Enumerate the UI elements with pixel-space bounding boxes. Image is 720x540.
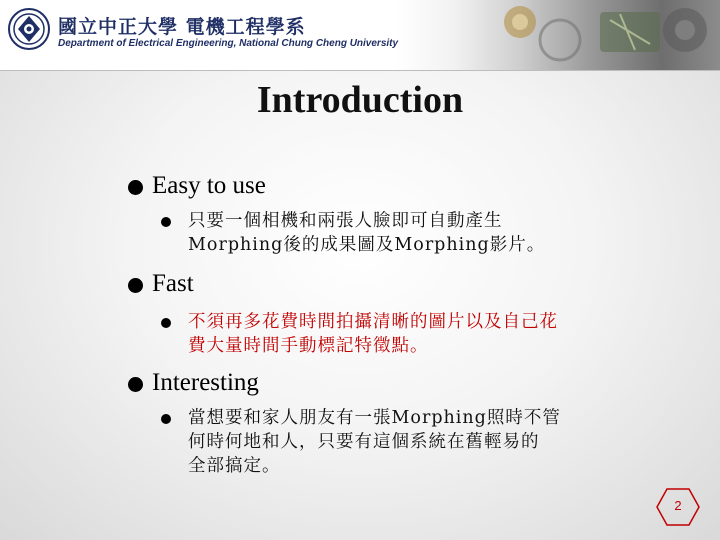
banner-decoration-image [460, 0, 720, 70]
bullet-marker-1 [128, 180, 143, 195]
university-logo-icon [8, 8, 50, 50]
sub-bullet-line: 費大量時間手動標記特徵點。 [188, 336, 429, 356]
department-name-chinese: 國立中正大學 電機工程學系 [58, 16, 306, 38]
bullet-label-easy: Easy to use [152, 172, 266, 199]
header-banner [0, 0, 720, 71]
sub-bullet-line: 不須再多花費時間拍攝清晰的圖片以及自己花 [188, 312, 558, 332]
bullet-marker-2 [128, 278, 143, 293]
sub-bullet-marker-3 [161, 414, 171, 424]
sub-bullet-line: 何時何地和人，只要有這個系統在舊輕易的 [188, 432, 540, 452]
page-number: 2 [674, 498, 682, 513]
bullet-marker-3 [128, 377, 143, 392]
sub-bullet-line: 全部搞定。 [188, 456, 281, 476]
sub-bullet-text-easy [188, 209, 608, 257]
sub-bullet-line: Morphing後的成果圖及Morphing影片。 [188, 235, 546, 255]
sub-bullet-marker-2 [161, 318, 171, 328]
department-name-english: Department of Electrical Engineering, National Chung Cheng University [58, 38, 399, 49]
bullet-label-interesting: Interesting [152, 369, 259, 396]
sub-bullet-text-interesting [188, 406, 608, 478]
sub-bullet-line: 當想要和家人朋友有一張Morphing照時不管 [188, 408, 561, 428]
sub-bullet-line: 只要一個相機和兩張人臉即可自動產生 [188, 211, 503, 231]
slide-title: Introduction [256, 79, 464, 121]
bullet-label-fast: Fast [152, 270, 194, 297]
sub-bullet-marker-1 [161, 217, 171, 227]
sub-bullet-text-fast [188, 310, 608, 358]
